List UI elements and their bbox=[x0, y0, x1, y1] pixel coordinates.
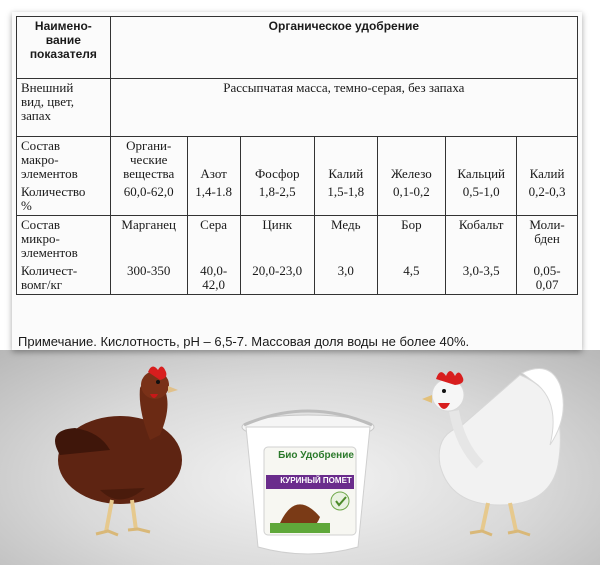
table-note: Примечание. Кислотность, pH – 6,5-7. Массовая доля воды не более 40%. bbox=[18, 334, 470, 349]
macro-value: 1,8-2,5 bbox=[240, 183, 314, 216]
micro-name: Цинк bbox=[240, 216, 314, 263]
micro-qty-label: Количест- вомг/кг bbox=[17, 262, 111, 295]
macro-name: Железо bbox=[377, 137, 446, 184]
macro-value: 0,1-0,2 bbox=[377, 183, 446, 216]
micro-value: 20,0-23,0 bbox=[240, 262, 314, 295]
macro-name: Калий bbox=[517, 137, 578, 184]
macro-name: Фосфор bbox=[240, 137, 314, 184]
micro-name: Марганец bbox=[110, 216, 187, 263]
micro-value: 300-350 bbox=[110, 262, 187, 295]
brown-hen-image bbox=[40, 360, 210, 540]
micro-name: Медь bbox=[314, 216, 377, 263]
micro-value: 40,0- 42,0 bbox=[187, 262, 240, 295]
macro-value: 60,0-62,0 bbox=[110, 183, 187, 216]
appearance-label: Внешний вид, цвет, запах bbox=[17, 79, 111, 137]
macro-name: Калий bbox=[314, 137, 377, 184]
bucket-product: КУРИНЫЙ ПОМЕТ bbox=[280, 476, 352, 485]
white-rooster-image bbox=[410, 355, 580, 545]
micro-name: Моли- бден bbox=[517, 216, 578, 263]
micro-name: Сера bbox=[187, 216, 240, 263]
micro-value: 3,0 bbox=[314, 262, 377, 295]
macro-value: 0,5-1,0 bbox=[446, 183, 517, 216]
header-organic-fertilizer: Органическое удобрение bbox=[110, 17, 577, 79]
bucket-brand: Био Удобрение bbox=[278, 450, 354, 461]
micro-label: Состав микро- элементов bbox=[17, 216, 111, 263]
spec-table bbox=[16, 16, 578, 295]
macro-value: 1,5-1,8 bbox=[314, 183, 377, 216]
macro-name: Азот bbox=[187, 137, 240, 184]
micro-value: 3,0-3,5 bbox=[446, 262, 517, 295]
header-indicator-name: Наимено- вание показателя bbox=[17, 17, 111, 79]
macro-label: Состав макро- элементов bbox=[17, 137, 111, 184]
fertilizer-spec-table bbox=[12, 12, 582, 350]
macro-name: Кальций bbox=[446, 137, 517, 184]
micro-name: Бор bbox=[377, 216, 446, 263]
macro-name: Органи- ческие вещества bbox=[110, 137, 187, 184]
appearance-value: Рассыпчатая масса, темно-серая, без запаха bbox=[110, 79, 577, 137]
micro-value: 0,05- 0,07 bbox=[517, 262, 578, 295]
macro-qty-label: Количество % bbox=[17, 183, 111, 216]
macro-value: 1,4-1.8 bbox=[187, 183, 240, 216]
macro-value: 0,2-0,3 bbox=[517, 183, 578, 216]
micro-value: 4,5 bbox=[377, 262, 446, 295]
micro-name: Кобальт bbox=[446, 216, 517, 263]
